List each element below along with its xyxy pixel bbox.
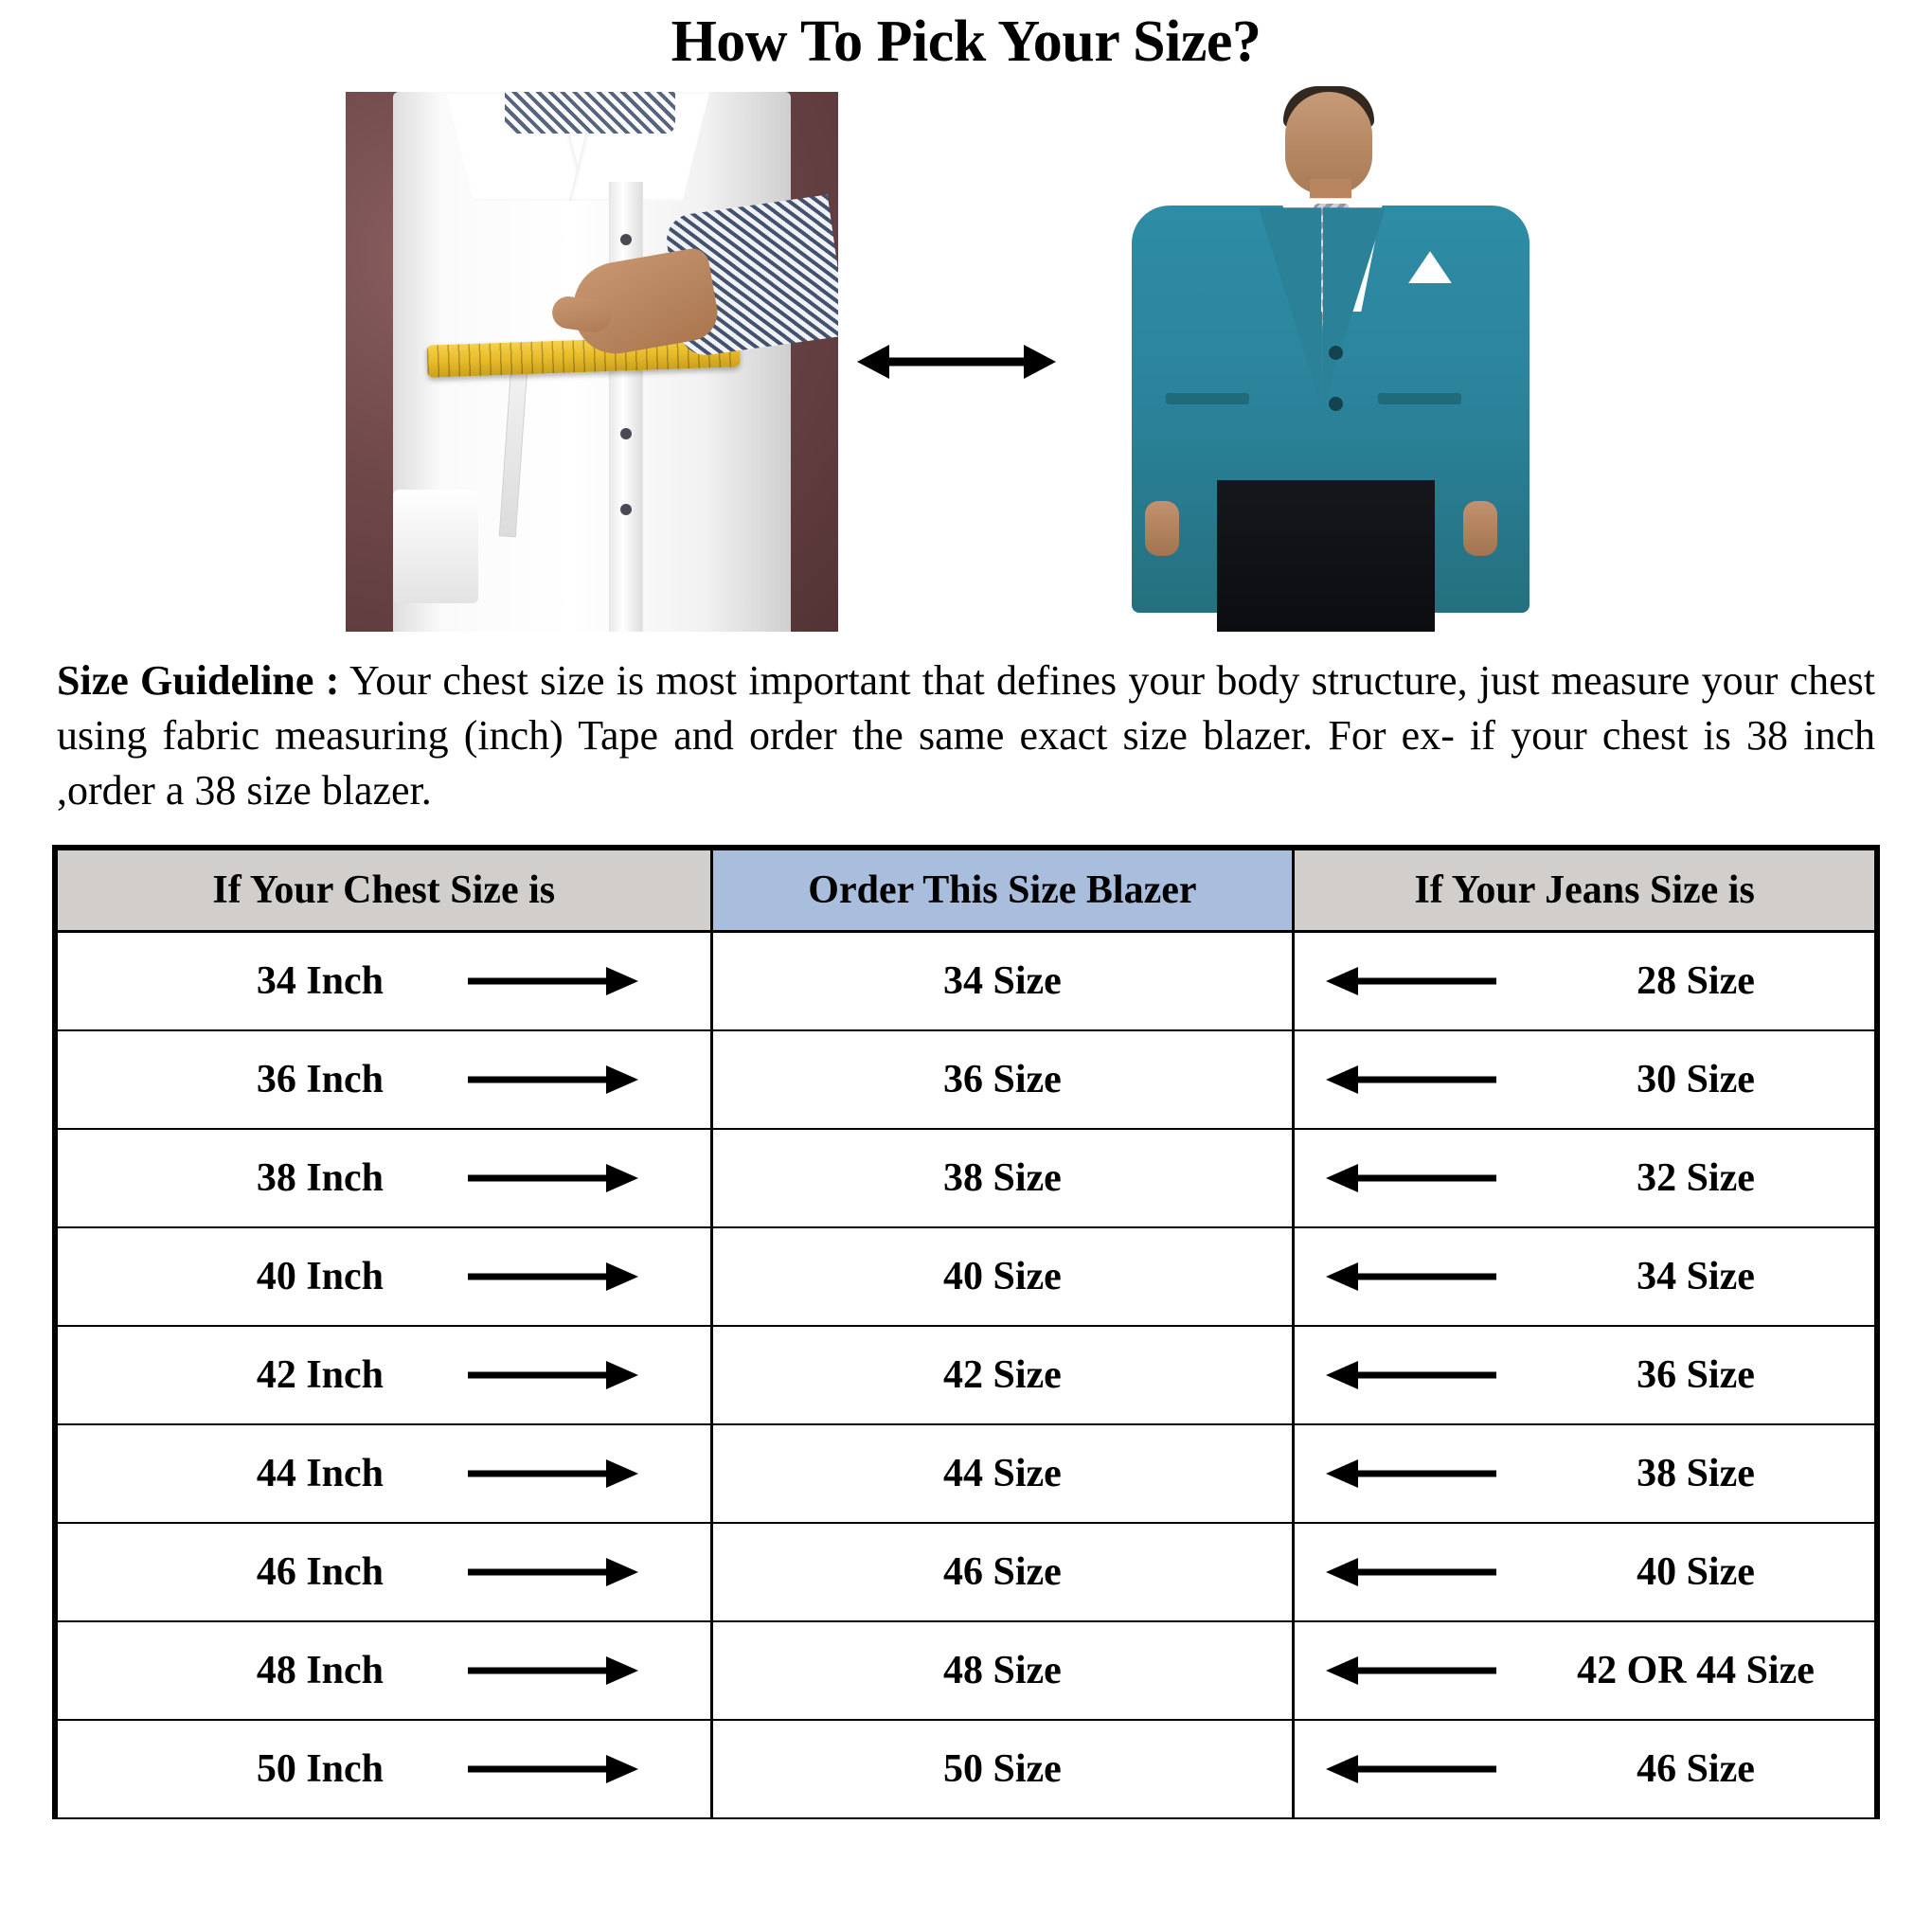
model-hand-left xyxy=(1145,501,1179,556)
black-trousers xyxy=(1217,480,1435,632)
cell-chest-size xyxy=(57,1326,712,1424)
arrow-left-wrap xyxy=(1295,1159,1527,1197)
table-row xyxy=(57,1326,1876,1424)
arrow-right-icon xyxy=(468,1455,638,1493)
arrow-right-wrap xyxy=(397,1356,710,1394)
arrow-right-wrap xyxy=(397,1455,710,1493)
chest-size-value: 34 Inch xyxy=(256,959,385,1004)
cell-chest-size xyxy=(57,1129,712,1227)
cell-jeans-size xyxy=(1294,1227,1876,1326)
chest-size-value: 48 Inch xyxy=(256,1648,385,1692)
arrow-right-wrap xyxy=(397,1750,710,1788)
arrow-left-icon xyxy=(1326,1652,1496,1690)
cell-jeans-size xyxy=(1294,1720,1876,1818)
jeans-size-value: 36 Size xyxy=(1637,1352,1755,1397)
table-body xyxy=(57,932,1876,1818)
blazer-size-value: 42 Size xyxy=(943,1352,1062,1397)
arrow-left-icon xyxy=(1326,1553,1496,1591)
arrow-left-wrap xyxy=(1295,1356,1527,1394)
blazer-size-value: 44 Size xyxy=(943,1451,1062,1495)
jeans-size-value: 46 Size xyxy=(1637,1746,1755,1791)
jeans-size-value: 40 Size xyxy=(1637,1549,1755,1594)
cell-chest-size xyxy=(57,1523,712,1621)
page-title: How To Pick Your Size? xyxy=(671,9,1261,74)
jeans-size-value: 32 Size xyxy=(1637,1155,1755,1200)
blazer-size-value: 40 Size xyxy=(943,1254,1062,1298)
arrow-left-icon xyxy=(1326,1258,1496,1296)
shirt-placket xyxy=(609,182,643,632)
chest-size-value: 36 Inch xyxy=(256,1057,385,1101)
chest-size-value: 46 Inch xyxy=(256,1549,385,1594)
patterned-inner-collar xyxy=(505,92,675,134)
double-arrow-icon xyxy=(838,333,1075,390)
cell-jeans-size xyxy=(1294,1326,1876,1424)
images-row xyxy=(0,87,1932,636)
cell-chest-size xyxy=(57,1621,712,1720)
size-guideline-paragraph xyxy=(57,653,1875,818)
arrow-left-wrap xyxy=(1295,1258,1527,1296)
cell-blazer-size xyxy=(711,1720,1294,1818)
arrow-left-icon xyxy=(1326,1159,1496,1197)
header-jeans-size: If Your Jeans Size is xyxy=(1294,850,1876,932)
cell-jeans-size xyxy=(1294,1424,1876,1523)
blazer-size-value: 34 Size xyxy=(943,959,1062,1004)
size-guideline-text: Your chest size is most important that defines your body structure, just measure your chest using fabric measuring (inch) Tape and order the same exact size blazer. For ex- if your chest is 38 inch ,order a 38 size blazer. xyxy=(57,657,1876,814)
arrow-right-icon xyxy=(468,1159,638,1197)
cell-jeans-size xyxy=(1294,1129,1876,1227)
cell-chest-size xyxy=(57,1424,712,1523)
arrow-left-icon xyxy=(1326,1061,1496,1099)
arrow-right-icon xyxy=(468,1553,638,1591)
blazer-size-value: 36 Size xyxy=(943,1057,1062,1101)
cell-blazer-size xyxy=(711,1326,1294,1424)
arrow-left-wrap xyxy=(1295,1061,1527,1099)
jeans-size-value: 30 Size xyxy=(1637,1057,1755,1101)
chest-size-value: 44 Inch xyxy=(256,1451,385,1495)
blazer-pocket-right xyxy=(1378,393,1461,404)
table-row xyxy=(57,1523,1876,1621)
cell-chest-size xyxy=(57,1720,712,1818)
arrow-right-wrap xyxy=(397,1061,710,1099)
cell-blazer-size xyxy=(711,1129,1294,1227)
size-guideline-label: Size Guideline : xyxy=(57,657,340,705)
cell-blazer-size xyxy=(711,1523,1294,1621)
cell-chest-size xyxy=(57,1227,712,1326)
arrow-left-wrap xyxy=(1295,1652,1527,1690)
chest-measurement-photo xyxy=(346,92,838,632)
arrow-right-icon xyxy=(468,1258,638,1296)
arrow-right-wrap xyxy=(397,1159,710,1197)
chest-size-value: 38 Inch xyxy=(256,1155,385,1200)
cell-blazer-size xyxy=(711,1621,1294,1720)
jeans-size-value: 38 Size xyxy=(1637,1451,1755,1495)
arrow-right-icon xyxy=(468,1750,638,1788)
header-chest-size: If Your Chest Size is xyxy=(57,850,712,932)
arrow-left-wrap xyxy=(1295,1750,1527,1788)
arrow-left-wrap xyxy=(1295,1455,1527,1493)
jeans-size-value: 42 OR 44 Size xyxy=(1577,1648,1815,1692)
arrow-left-icon xyxy=(1326,1455,1496,1493)
arrow-right-icon xyxy=(468,1652,638,1690)
size-chart xyxy=(52,845,1880,1819)
jeans-size-value: 28 Size xyxy=(1637,959,1755,1004)
cell-chest-size xyxy=(57,1030,712,1129)
chest-size-value: 50 Inch xyxy=(256,1746,385,1791)
table-row xyxy=(57,1720,1876,1818)
cell-blazer-size xyxy=(711,1227,1294,1326)
table-row xyxy=(57,1621,1876,1720)
size-table xyxy=(55,848,1877,1819)
blazer-photo xyxy=(1075,92,1567,632)
arrow-right-wrap xyxy=(397,1258,710,1296)
cell-jeans-size xyxy=(1294,1523,1876,1621)
table-row xyxy=(57,1030,1876,1129)
table-row xyxy=(57,1129,1876,1227)
table-header-row xyxy=(57,850,1876,932)
blazer-size-value: 50 Size xyxy=(943,1746,1062,1791)
arrow-right-wrap xyxy=(397,1652,710,1690)
arrow-right-wrap xyxy=(397,962,710,1000)
chest-size-value: 40 Inch xyxy=(256,1254,385,1298)
arrow-left-wrap xyxy=(1295,1553,1527,1591)
blazer-size-value: 38 Size xyxy=(943,1155,1062,1200)
cell-blazer-size xyxy=(711,1030,1294,1129)
arrow-right-icon xyxy=(468,1356,638,1394)
arrow-right-wrap xyxy=(397,1553,710,1591)
arrow-right-icon xyxy=(468,962,638,1000)
cell-jeans-size xyxy=(1294,1030,1876,1129)
arrow-left-icon xyxy=(1326,1356,1496,1394)
double-arrow-svg xyxy=(857,333,1056,390)
arrow-left-wrap xyxy=(1295,962,1527,1000)
table-row xyxy=(57,1424,1876,1523)
blazer-size-value: 46 Size xyxy=(943,1549,1062,1594)
table-row xyxy=(57,932,1876,1030)
header-blazer-size: Order This Size Blazer xyxy=(711,850,1294,932)
table-row xyxy=(57,1227,1876,1326)
cell-jeans-size xyxy=(1294,1621,1876,1720)
jeans-size-value: 34 Size xyxy=(1637,1254,1755,1298)
cell-jeans-size xyxy=(1294,932,1876,1030)
chest-size-value: 42 Inch xyxy=(256,1352,385,1397)
cell-blazer-size xyxy=(711,1424,1294,1523)
arrow-left-icon xyxy=(1326,1750,1496,1788)
blazer-size-value: 48 Size xyxy=(943,1648,1062,1692)
shirt-cuff xyxy=(393,490,478,603)
cell-blazer-size xyxy=(711,932,1294,1030)
arrow-left-icon xyxy=(1326,962,1496,1000)
blazer-pocket-left xyxy=(1166,393,1249,404)
model-hand-right xyxy=(1463,501,1497,556)
cell-chest-size xyxy=(57,932,712,1030)
arrow-right-icon xyxy=(468,1061,638,1099)
